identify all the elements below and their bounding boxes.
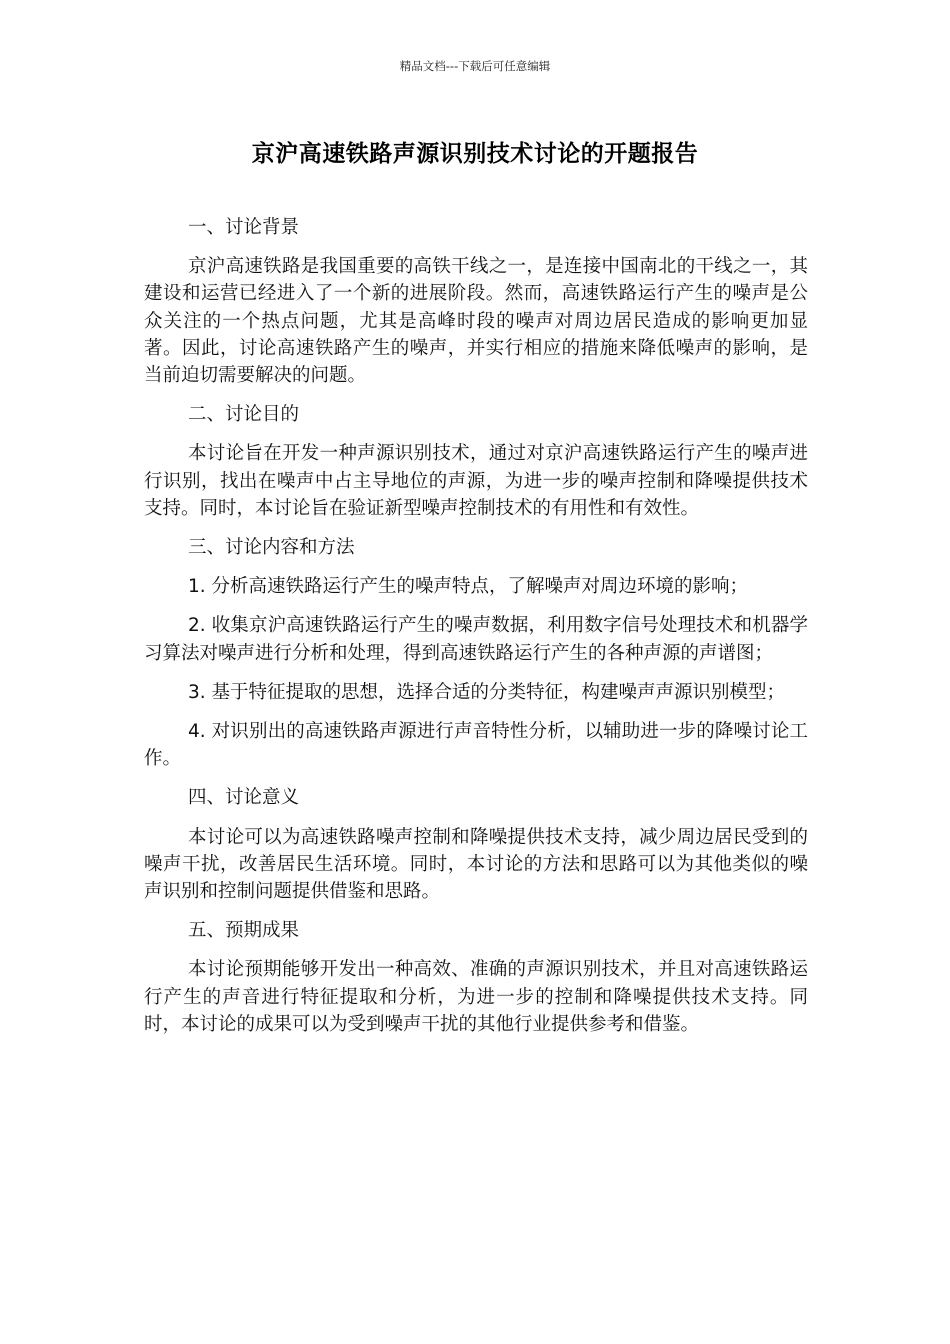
list-item-method-1: 1. 分析高速铁路运行产生的噪声特点，了解噪声对周边环境的影响； (188, 576, 749, 598)
list-item-method-2: 2. 收集京沪高速铁路运行产生的噪声数据，利用数字信号处理技术和机器学习算法对噪声进行分析和处理，得到高速铁路运行产生的各种声源的声谱图； (144, 615, 808, 664)
paragraph-background: 京沪高速铁路是我国重要的高铁干线之一，是连接中国南北的干线之一，其建设和运营已经进入了一个新的进展阶段。然而，高速铁路运行产生的噪声是公众关注的一个热点问题，尤其是高峰时段的噪声对周边居民造成的影响更加显著。因此，讨论高速铁路产生的噪声，并实行相应的措施来降低噪声的影响，是当前迫切需要解决的问题。 (144, 256, 808, 387)
paragraph-purpose: 本讨论旨在开发一种声源识别技术，通过对京沪高速铁路运行产生的噪声进行识别，找出在噪声中占主导地位的声源，为进一步的噪声控制和降噪提供技术支持。同时，本讨论旨在验证新型噪声控制技术的有用性和有效性。 (144, 443, 808, 519)
section-heading-content-method: 三、讨论内容和方法 (188, 537, 355, 559)
list-item-method-4: 4. 对识别出的高速铁路声源进行声音特性分析，以辅助进一步的降噪讨论工作。 (144, 721, 808, 770)
paragraph-expected-results: 本讨论预期能够开发出一种高效、准确的声源识别技术，并且对高速铁路运行产生的声音进行特征提取和分析，为进一步的控制和降噪提供技术支持。同时，本讨论的成果可以为受到噪声干扰的其他行业提供参考和借鉴。 (144, 959, 808, 1035)
page-header-note: 精品文档---下载后可任意编辑 (399, 59, 551, 73)
section-heading-background: 一、讨论背景 (188, 217, 300, 238)
paragraph-significance: 本讨论可以为高速铁路噪声控制和降噪提供技术支持，减少周边居民受到的噪声干扰，改善居民生活环境。同时，本讨论的方法和思路可以为其他类似的噪声识别和控制问题提供借鉴和思路。 (144, 826, 808, 903)
section-heading-purpose: 二、讨论目的 (188, 404, 300, 426)
section-heading-significance: 四、讨论意义 (188, 787, 300, 809)
document-body (144, 214, 808, 1050)
document-title: 京沪高速铁路声源识别技术讨论的开题报告 (251, 141, 699, 167)
list-item-method-3: 3. 基于特征提取的思想，选择合适的分类特征，构建噪声声源识别模型； (188, 681, 786, 703)
section-heading-expected-results: 五、预期成果 (188, 920, 300, 942)
